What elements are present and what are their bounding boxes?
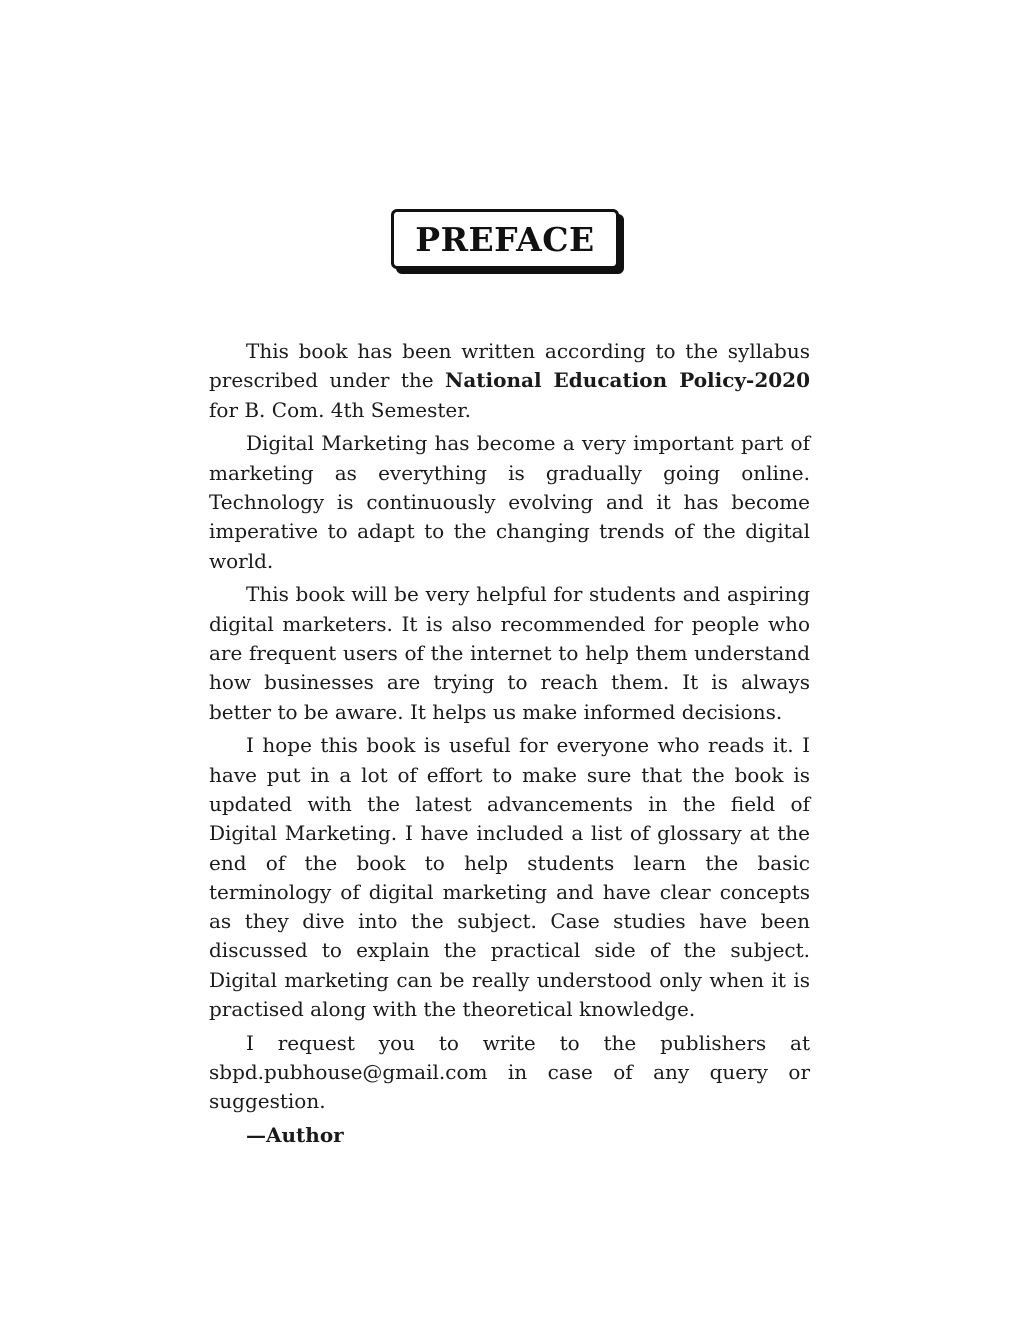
- paragraph-1-tail: for B. Com. 4th Semester.: [209, 397, 471, 422]
- paragraph-4: I hope this book is useful for everyone who reads it. I have put in a lot of effort to make sure that the book is updated with the latest advancements in the field of Digital Marketing. I have included a list of glossary at the end of the book to help students learn the basic terminology of digital marketing and have clear concepts as they dive into the subject. Case studies have been discussed to explain the practical side of the subject. Digital marketing can be really understood only when it is practised along with the theoretical knowledge.: [209, 733, 810, 1022]
- author-signature: —Author: [246, 1123, 344, 1148]
- policy-name: National Education Policy-2020: [445, 368, 811, 393]
- preface-heading-box: [391, 209, 619, 269]
- paragraph-2: Digital Marketing has become a very important part of marketing as everything is gradually going online. Technology is continuously evolving and it has become imperative to adapt to the changing trends of the digital world.: [209, 431, 810, 573]
- paragraph-3: This book will be very helpful for students and aspiring digital marketers. It is also recommended for people who are frequent users of the internet to help them understand how businesses are trying to reach them. It is always better to be aware. It helps us make informed decisions.: [209, 582, 810, 724]
- paragraph-1-lead: This book has been written according to the syllabus prescribed under the: [209, 339, 810, 393]
- paragraph-1: [209, 337, 810, 425]
- preface-body: [209, 337, 810, 1155]
- paragraph-5: I request you to write to the publishers at sbpd.pubhouse@gmail.com in case of any query or suggestion.: [209, 1030, 810, 1114]
- page-title: PREFACE: [415, 219, 595, 259]
